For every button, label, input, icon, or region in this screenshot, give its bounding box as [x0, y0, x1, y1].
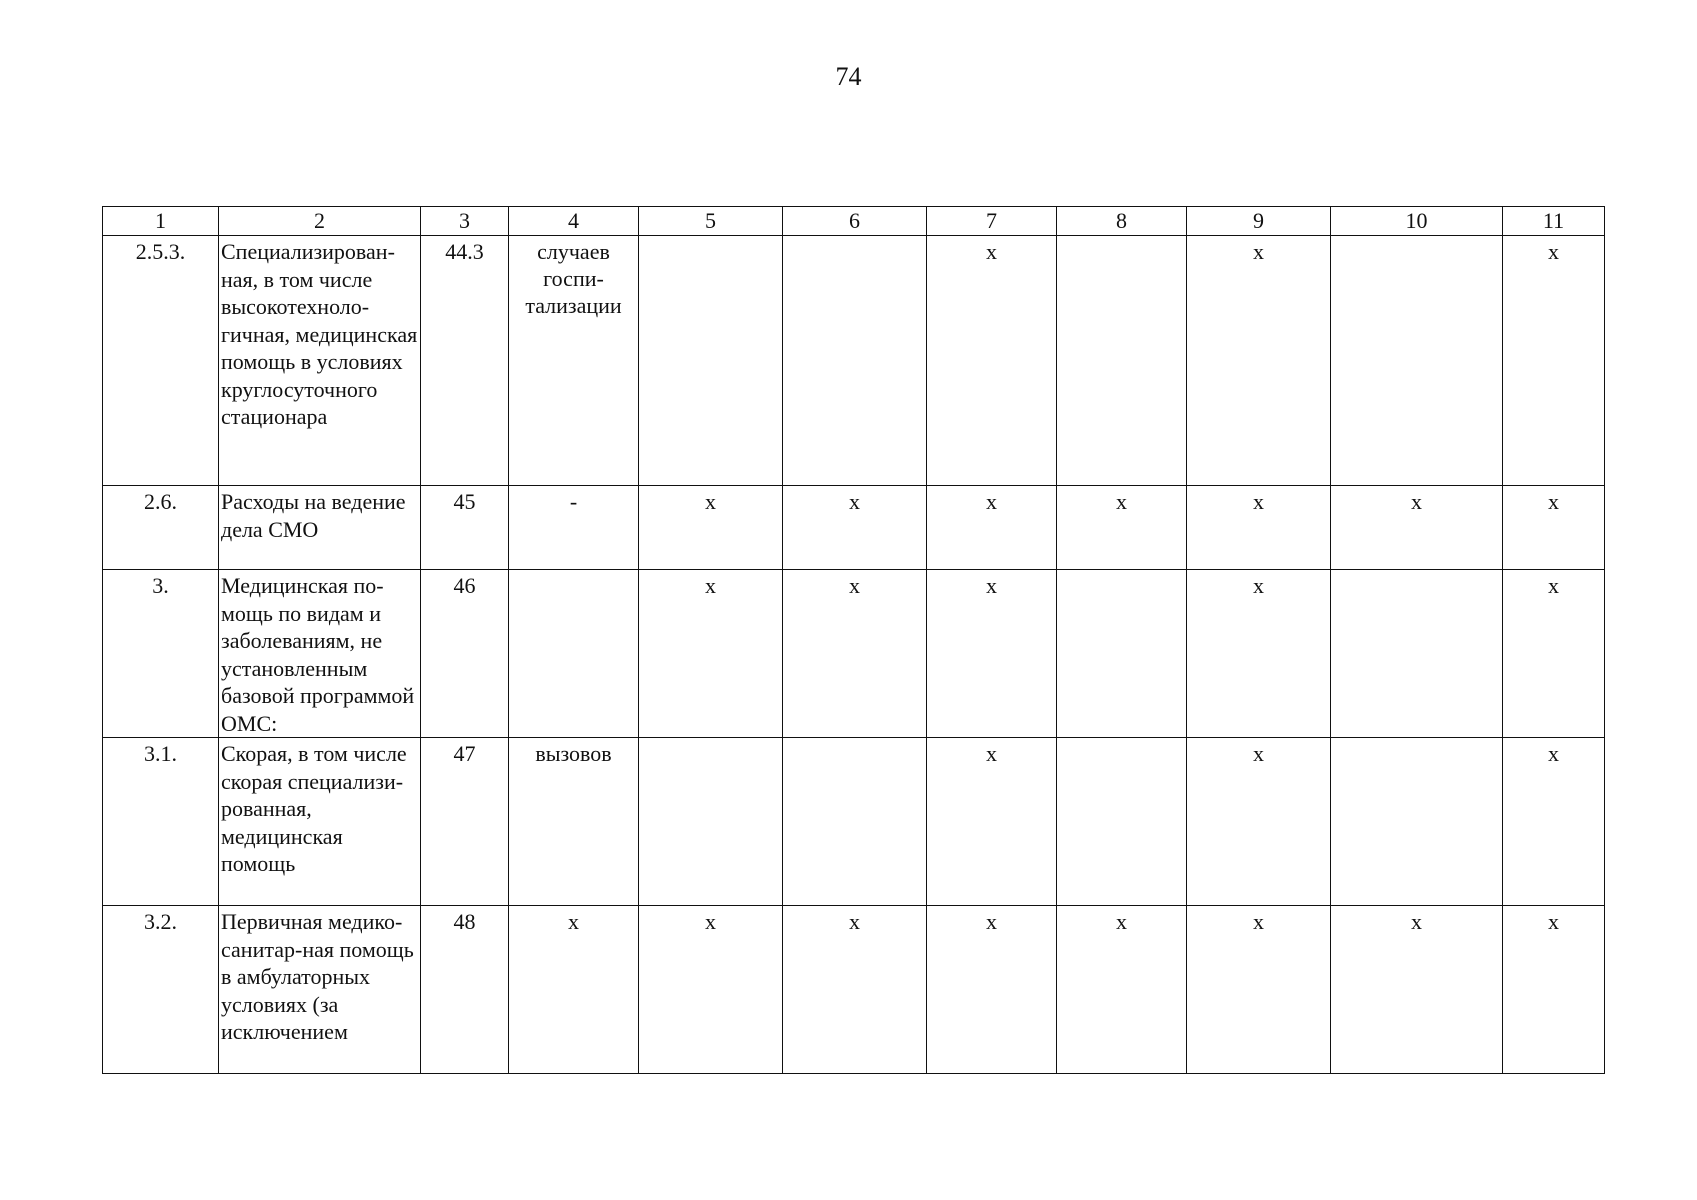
row-line-code: 48	[421, 906, 509, 1074]
cell-col11: х	[1503, 570, 1605, 738]
row-unit: вызовов	[509, 738, 639, 906]
cell-col10	[1331, 236, 1503, 486]
column-header: 4	[509, 207, 639, 236]
column-header: 11	[1503, 207, 1605, 236]
cell-col11: х	[1503, 906, 1605, 1074]
row-number: 2.6.	[103, 486, 219, 570]
column-header: 10	[1331, 207, 1503, 236]
cell-col10	[1331, 738, 1503, 906]
cell-col10: х	[1331, 486, 1503, 570]
column-header: 7	[927, 207, 1057, 236]
cell-col7: х	[927, 570, 1057, 738]
table-row	[103, 738, 1605, 906]
row-name	[219, 738, 421, 906]
row-name	[219, 570, 421, 738]
cell-col8	[1057, 570, 1187, 738]
row-name	[219, 906, 421, 1074]
row-number: 3.1.	[103, 738, 219, 906]
cell-col6: х	[783, 906, 927, 1074]
cell-col9: х	[1187, 236, 1331, 486]
row-unit: -	[509, 486, 639, 570]
table-row	[103, 236, 1605, 486]
cell-col5	[639, 236, 783, 486]
cell-col6	[783, 236, 927, 486]
cell-col10: х	[1331, 906, 1503, 1074]
cell-col5	[639, 738, 783, 906]
cell-col9: х	[1187, 486, 1331, 570]
row-unit: случаев госпи-тализации	[509, 236, 639, 486]
row-number: 2.5.3.	[103, 236, 219, 486]
row-unit: х	[509, 906, 639, 1074]
row-line-code: 45	[421, 486, 509, 570]
row-name-text: Первичная медико-санитар-ная помощь в амбулаторных условиях (за исключением	[221, 909, 414, 1044]
cell-col7: х	[927, 906, 1057, 1074]
cell-col9: х	[1187, 738, 1331, 906]
column-header: 6	[783, 207, 927, 236]
cell-col8: х	[1057, 906, 1187, 1074]
cell-col8	[1057, 738, 1187, 906]
row-number: 3.2.	[103, 906, 219, 1074]
table-row	[103, 906, 1605, 1074]
cell-col5: х	[639, 486, 783, 570]
table-row	[103, 486, 1605, 570]
cell-col6: х	[783, 570, 927, 738]
cell-col9: х	[1187, 906, 1331, 1074]
row-name-text: Скорая, в том числе скорая специализи-рованная, медицинская помощь	[221, 741, 407, 876]
cell-col6	[783, 738, 927, 906]
row-name	[219, 486, 421, 570]
page-number: 74	[835, 62, 862, 91]
cell-col5: х	[639, 906, 783, 1074]
row-name	[219, 236, 421, 486]
table-row	[103, 570, 1605, 738]
cell-col10	[1331, 570, 1503, 738]
cell-col6: х	[783, 486, 927, 570]
cell-col7: х	[927, 236, 1057, 486]
cell-col11: х	[1503, 486, 1605, 570]
column-header: 5	[639, 207, 783, 236]
column-header: 2	[219, 207, 421, 236]
row-name-text: Расходы на ведение дела СМО	[221, 489, 406, 542]
cell-col9: х	[1187, 570, 1331, 738]
column-header: 9	[1187, 207, 1331, 236]
row-unit	[509, 570, 639, 738]
row-name-text: Специализирован-ная, в том числе высокотехноло-гичная, медицинская помощь в условиях круглосуточного стационара	[221, 239, 418, 429]
row-name-text: Медицинская по-мощь по видам и заболеваниям, не установленным базовой программой ОМС:	[221, 573, 415, 736]
row-line-code: 44.3	[421, 236, 509, 486]
row-line-code: 46	[421, 570, 509, 738]
cell-col7: х	[927, 738, 1057, 906]
cell-col8: х	[1057, 486, 1187, 570]
cell-col11: х	[1503, 236, 1605, 486]
cell-col8	[1057, 236, 1187, 486]
column-header: 8	[1057, 207, 1187, 236]
cell-col7: х	[927, 486, 1057, 570]
cell-col11: х	[1503, 738, 1605, 906]
column-header: 3	[421, 207, 509, 236]
row-line-code: 47	[421, 738, 509, 906]
header-row	[103, 207, 1605, 236]
row-number: 3.	[103, 570, 219, 738]
cell-col5: х	[639, 570, 783, 738]
column-header: 1	[103, 207, 219, 236]
data-table	[102, 206, 1605, 1074]
